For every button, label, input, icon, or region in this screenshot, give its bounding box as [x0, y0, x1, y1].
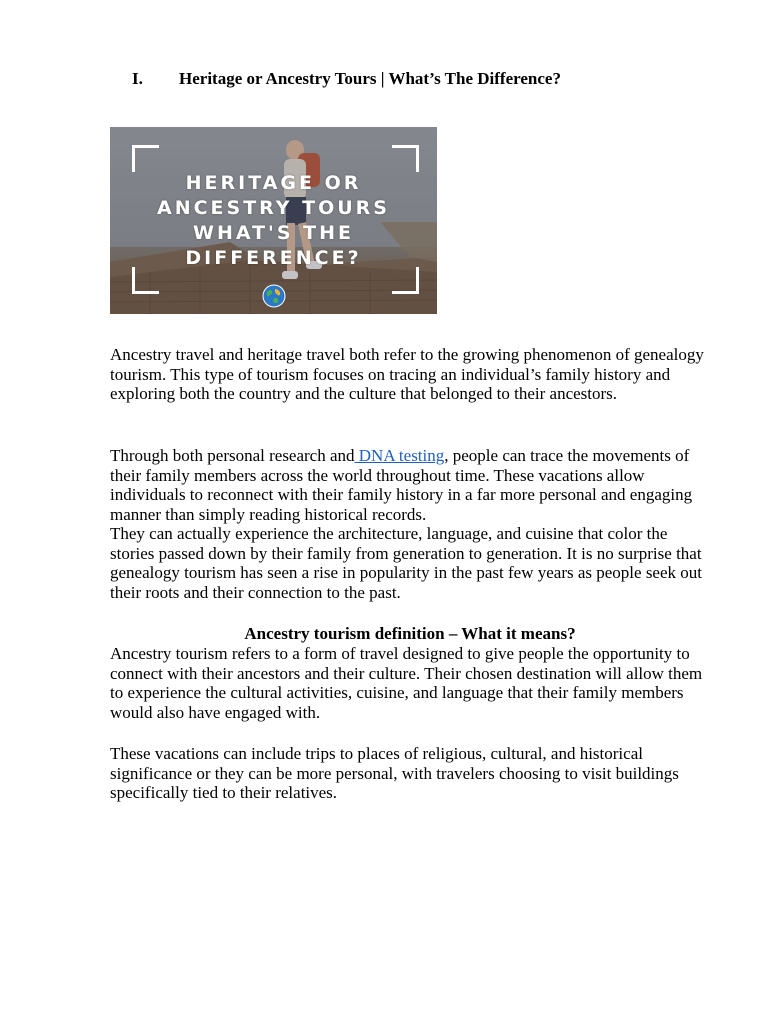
frame-corner-top-left	[132, 145, 159, 172]
paragraph-dna-end: , people can trace the movements of their family members across the world throughout time. These vacations allow individuals to reconnect with their family history in a far more personal and engaging manner than simply reading historical records.	[110, 446, 693, 524]
dna-testing-link[interactable]: DNA testing	[354, 446, 445, 465]
hero-title-line: WHAT'S THE	[192, 222, 354, 244]
frame-corner-bottom-left	[132, 267, 159, 294]
heading-number: I.	[132, 69, 143, 88]
hero-title-line: ANCESTRY TOURS	[157, 197, 390, 219]
frame-corner-bottom-right	[392, 267, 419, 294]
globe-icon	[262, 284, 286, 308]
paragraph-intro: Ancestry travel and heritage travel both refer to the growing phenomenon of genealogy tourism. This type of tourism focuses on tracing an individual’s family history and exploring both the country and the culture that belonged to their ancestors.	[110, 345, 704, 404]
hero-title-line: DIFFERENCE?	[185, 247, 362, 269]
paragraph-experience: They can actually experience the architecture, language, and cuisine that color the stories passed down by their family from generation to generation. It is no surprise that genealogy tourism has seen a rise in popularity in the past few years as people seek out their roots and their connection to the past.	[110, 524, 702, 602]
paragraph-dna	[110, 446, 710, 524]
definition-subheading: Ancestry tourism definition – What it means?	[244, 624, 576, 643]
section-heading	[132, 68, 692, 90]
hero-title	[110, 171, 437, 271]
hero-image	[110, 127, 437, 314]
frame-corner-top-right	[392, 145, 419, 172]
paragraph-dna-start: Through both personal research and	[110, 446, 355, 465]
paragraph-definition: Ancestry tourism refers to a form of travel designed to give people the opportunity to connect with their ancestors and their culture. Their chosen destination will allow them to experience the cultural activities, cuisine, and language that their family members would also have engaged with.	[110, 644, 703, 722]
heading-title: Heritage or Ancestry Tours | What’s The Difference?	[179, 69, 561, 88]
hero-title-line: HERITAGE OR	[185, 172, 362, 194]
paragraph-vacations: These vacations can include trips to places of religious, cultural, and historical significance or they can be more personal, with travelers choosing to visit buildings specifically tied to their relatives.	[110, 744, 679, 803]
